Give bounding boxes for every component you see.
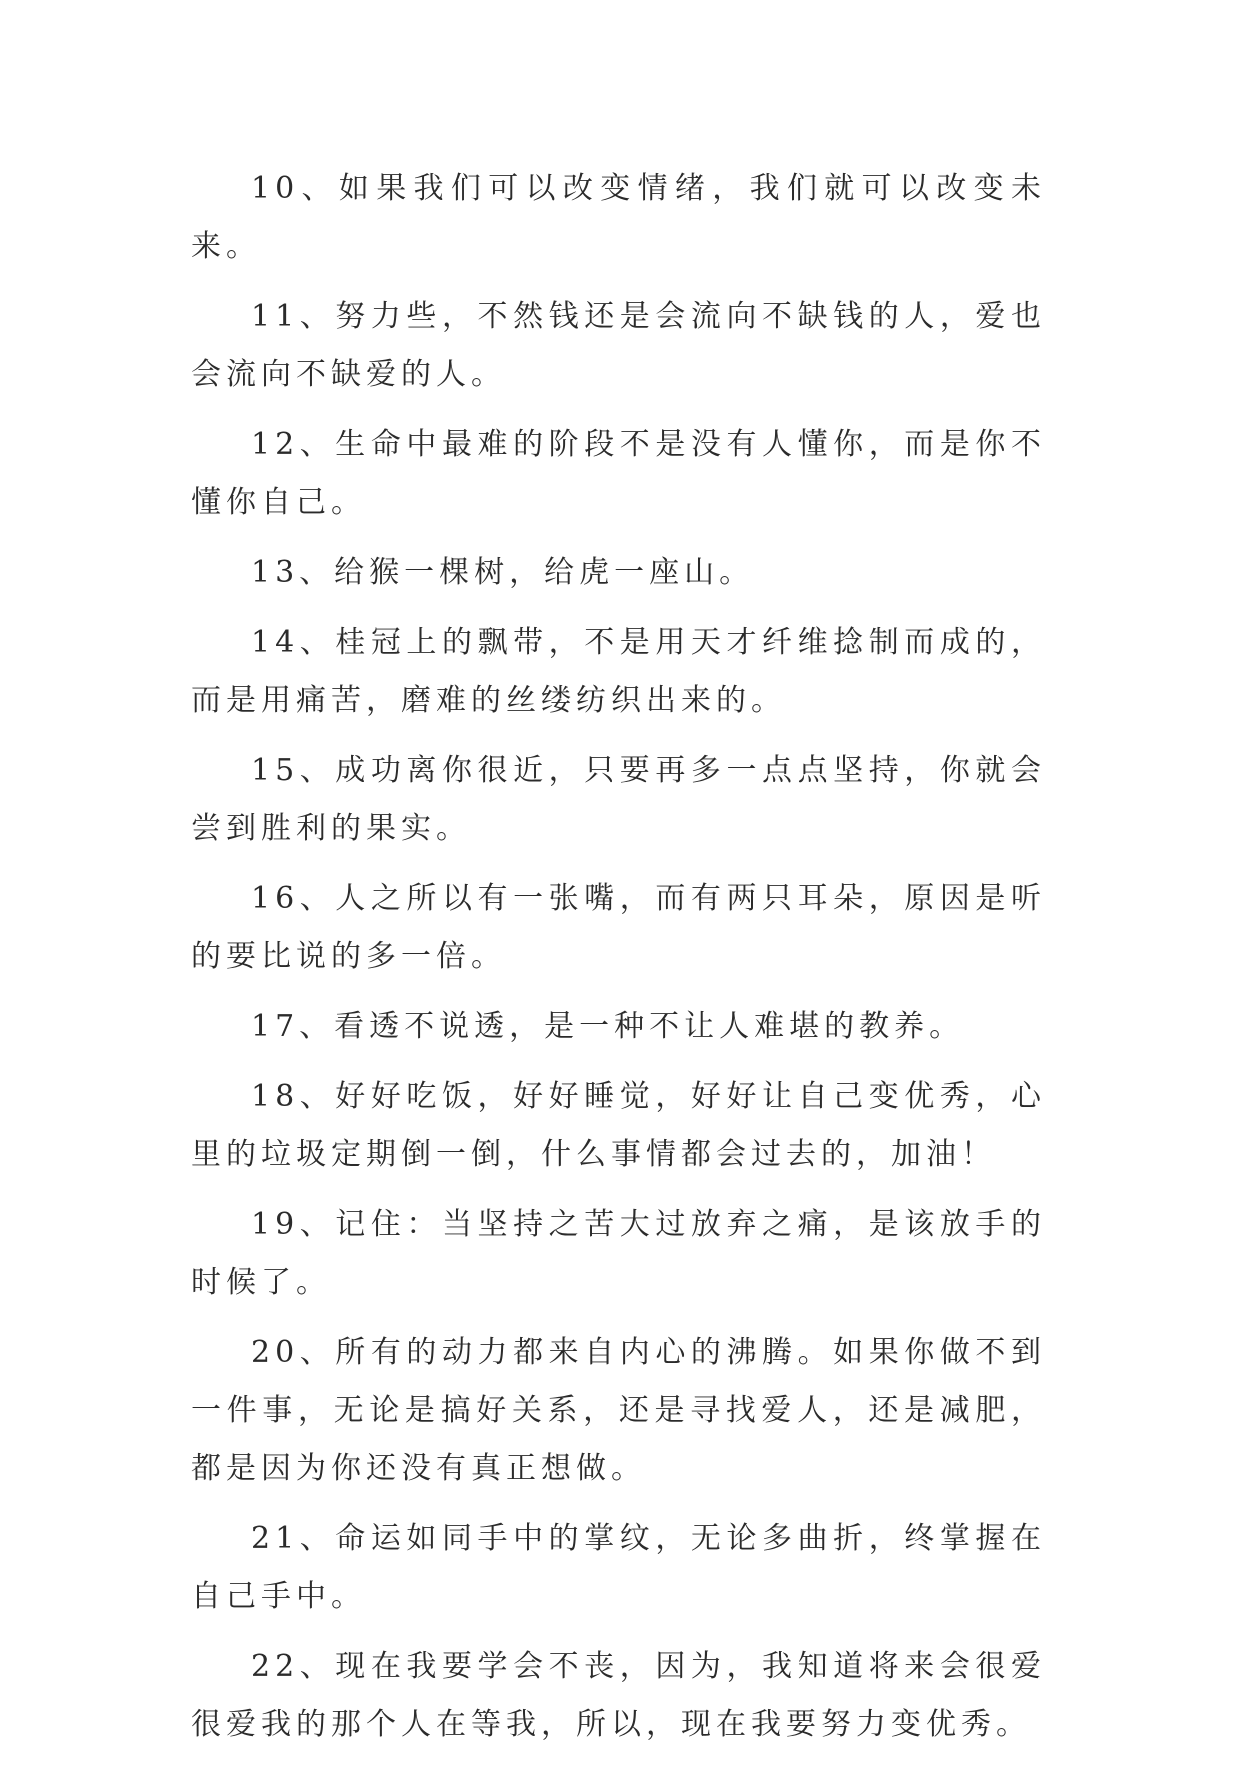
paragraph: 18、好好吃饭，好好睡觉，好好让自己变优秀，心里的垃圾定期倒一倒，什么事情都会过去的，加油！ [191, 1079, 1046, 1172]
paragraph: 14、桂冠上的飘带，不是用天才纤维捻制而成的，而是用痛苦，磨难的丝缕纺织出来的。 [191, 625, 1046, 718]
paragraph: 15、成功离你很近，只要再多一点点坚持，你就会尝到胜利的果实。 [191, 753, 1046, 846]
paragraph: 10、如果我们可以改变情绪，我们就可以改变未来。 [191, 171, 1046, 264]
paragraph: 20、所有的动力都来自内心的沸腾。如果你做不到一件事，无论是搞好关系，还是寻找爱人，还是减肥，都是因为你还没有真正想做。 [191, 1335, 1046, 1486]
paragraph: 16、人之所以有一张嘴，而有两只耳朵，原因是听的要比说的多一倍。 [191, 881, 1046, 974]
paragraph: 17、看透不说透，是一种不让人难堪的教养。 [251, 1009, 965, 1044]
paragraph: 19、记住：当坚持之苦大过放弃之痛，是该放手的时候了。 [191, 1207, 1046, 1300]
paragraph: 21、命运如同手中的掌纹，无论多曲折，终掌握在自己手中。 [191, 1521, 1046, 1614]
paragraph: 22、现在我要学会不丧，因为，我知道将来会很爱很爱我的那个人在等我，所以，现在我要努力变优秀。 [191, 1649, 1046, 1742]
paragraph: 11、努力些，不然钱还是会流向不缺钱的人，爱也会流向不缺爱的人。 [191, 299, 1046, 392]
paragraph: 13、给猴一棵树，给虎一座山。 [251, 555, 755, 590]
paragraph: 12、生命中最难的阶段不是没有人懂你，而是你不懂你自己。 [191, 427, 1046, 520]
document-body [191, 160, 1046, 1766]
